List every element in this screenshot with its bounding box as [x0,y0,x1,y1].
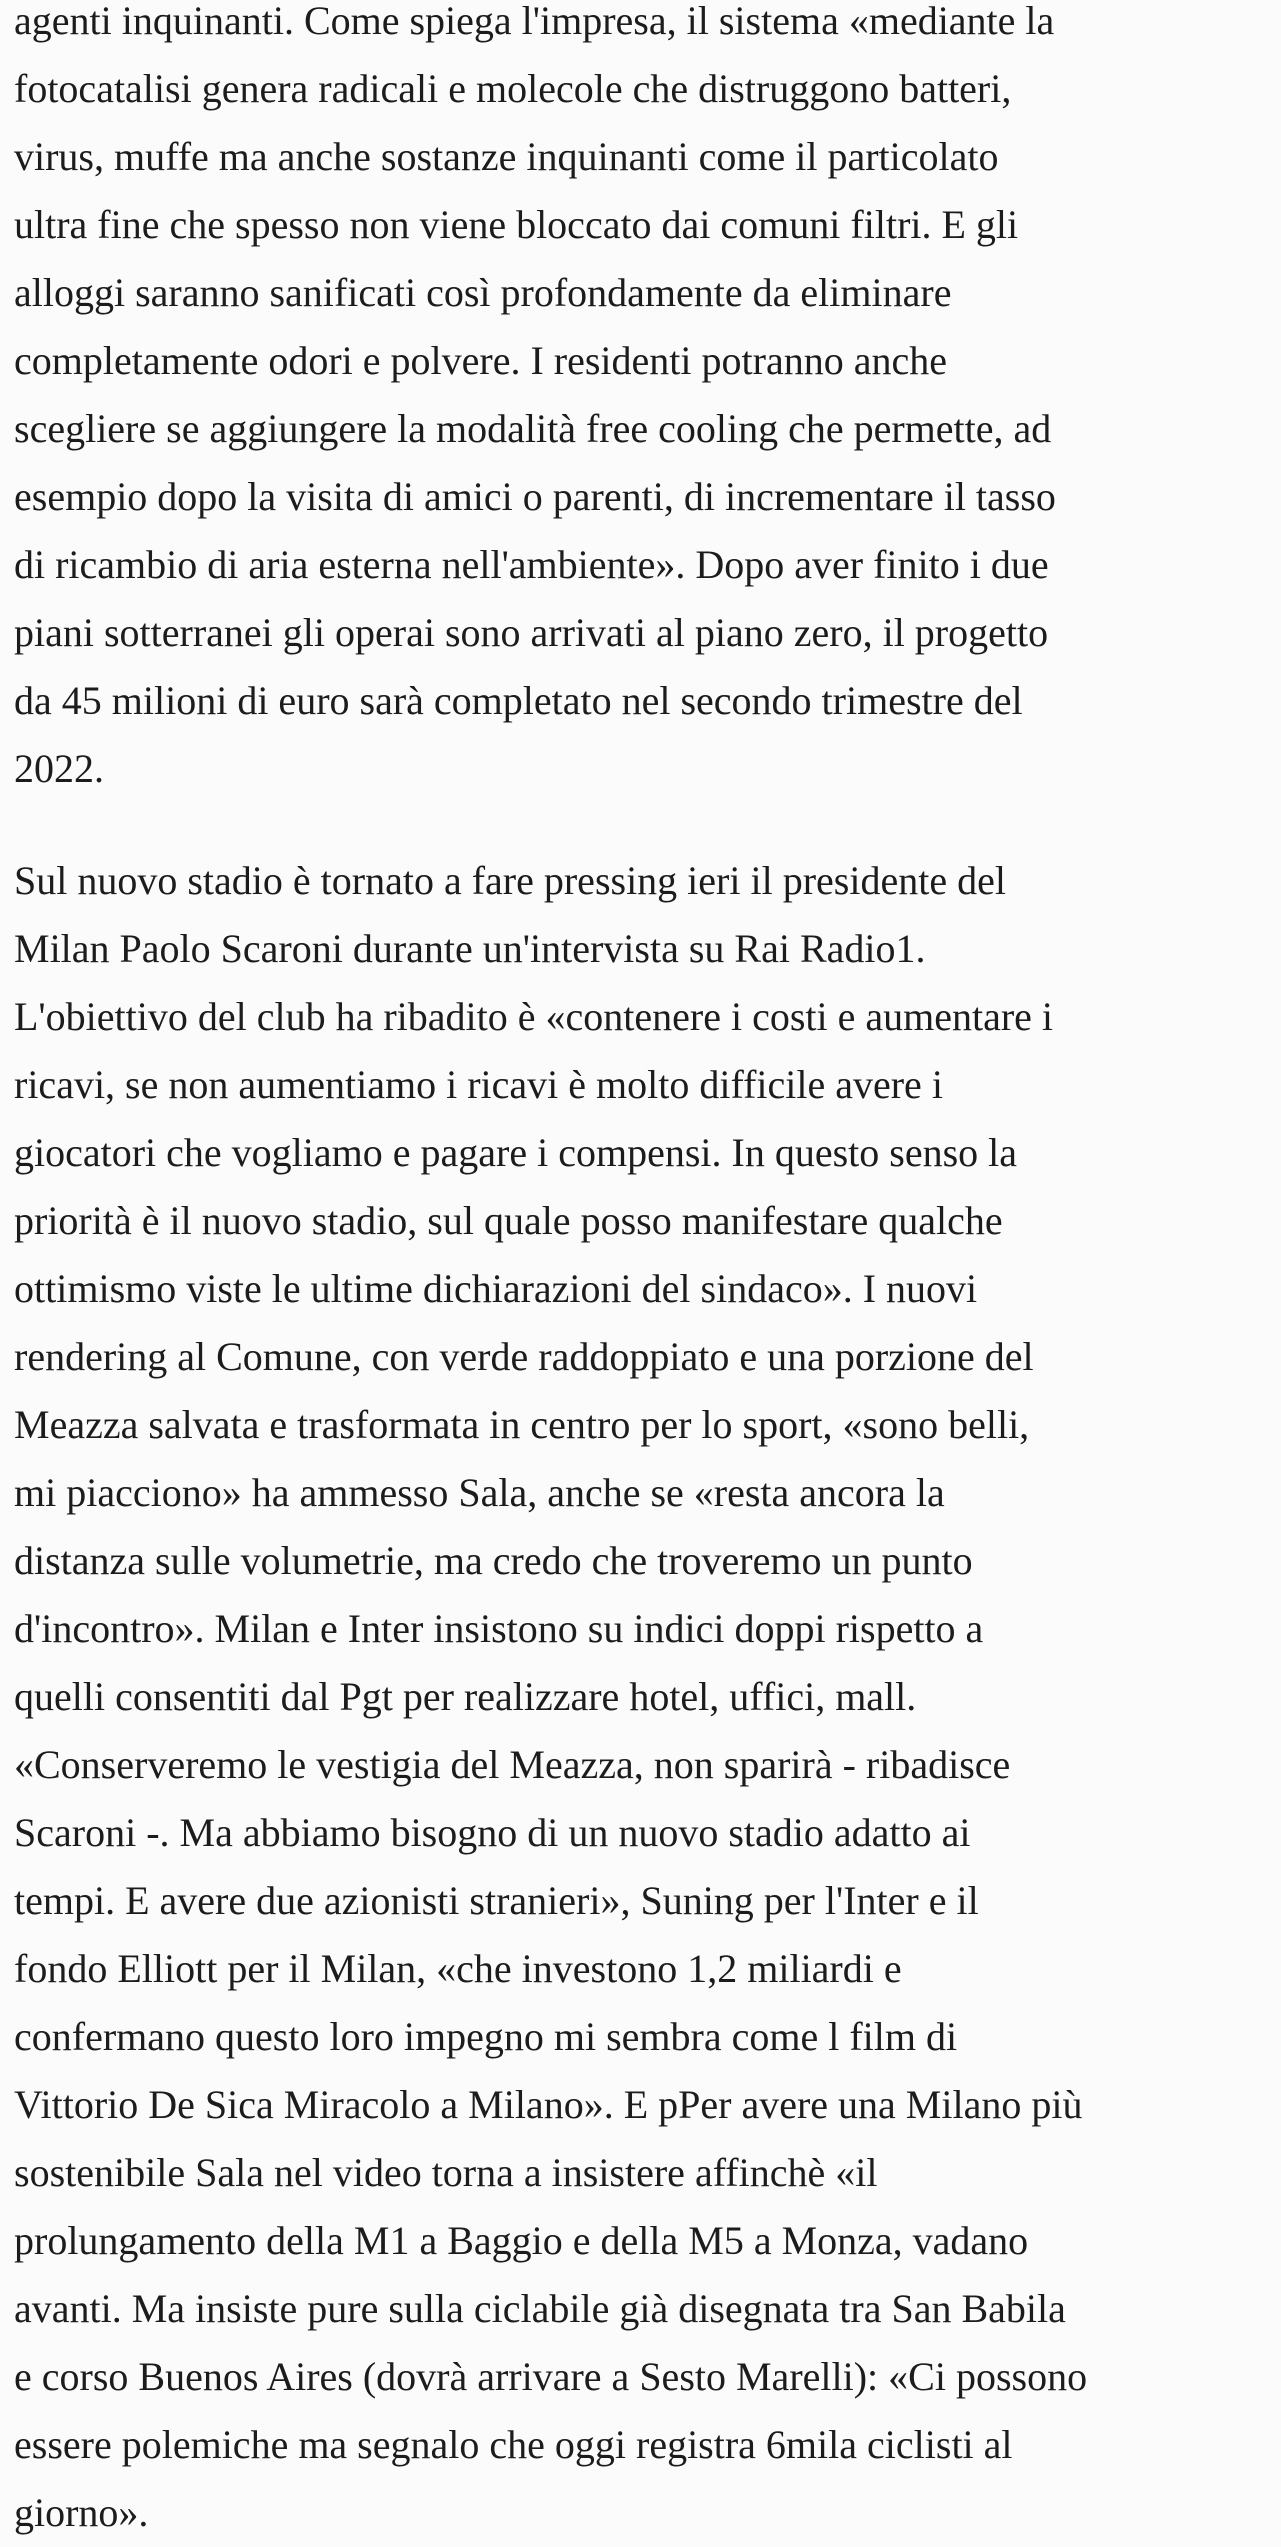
paragraph-line: distanza sulle volumetrie, ma credo che troveremo un punto [14,1538,973,1583]
paragraph-line: scegliere se aggiungere la modalità free cooling che permette, ad [14,406,1052,451]
paragraph-line: tempi. E avere due azionisti stranieri», Suning per l'Inter e il [14,1878,979,1923]
paragraph-line: essere polemiche ma segnalo che oggi registra 6mila ciclisti al [14,2422,1013,2467]
article-paragraph-stadium [14,847,1264,2547]
paragraph-line: L'obiettivo del club ha ribadito è «contenere i costi e aumentare i [14,994,1054,1039]
paragraph-line: fotocatalisi genera radicali e molecole che distruggono batteri, [14,66,1012,111]
paragraph-line: esempio dopo la visita di amici o parenti, di incrementare il tasso [14,474,1056,519]
paragraph-line: confermano questo loro impegno mi sembra come l film di [14,2014,958,2059]
article-body [14,0,1264,2547]
paragraph-line: «Conserveremo le vestigia del Meazza, non sparirà - ribadisce [14,1742,1011,1787]
paragraph-line: d'incontro». Milan e Inter insistono su indici doppi rispetto a [14,1606,984,1651]
paragraph-line: Scaroni -. Ma abbiamo bisogno di un nuovo stadio adatto ai [14,1810,971,1855]
paragraph-line: mi piacciono» ha ammesso Sala, anche se «resta ancora la [14,1470,945,1515]
paragraph-line: prolungamento della M1 a Baggio e della M5 a Monza, vadano [14,2218,1029,2263]
paragraph-line: sostenibile Sala nel video torna a insistere affinchè «il [14,2150,878,2195]
paragraph-line: ottimismo viste le ultime dichiarazioni del sindaco». I nuovi [14,1266,978,1311]
paragraph-line: di ricambio di aria esterna nell'ambiente». Dopo aver finito i due [14,542,1049,587]
paragraph-line: piani sotterranei gli operai sono arrivati al piano zero, il progetto [14,610,1049,655]
article-paragraph-ventilation [14,0,1264,803]
paragraph-line: Milan Paolo Scaroni durante un'intervista su Rai Radio1. [14,926,926,971]
paragraph-line: da 45 milioni di euro sarà completato nel secondo trimestre del [14,678,1023,723]
paragraph-line: completamente odori e polvere. I residenti potranno anche [14,338,947,383]
paragraph-line: virus, muffe ma anche sostanze inquinanti come il particolato [14,134,999,179]
paragraph-line: fondo Elliott per il Milan, «che investono 1,2 miliardi e [14,1946,902,1991]
paragraph-line: ultra fine che spesso non viene bloccato dai comuni filtri. E gli [14,202,1019,247]
paragraph-line: 2022. [14,746,104,791]
paragraph-line: ricavi, se non aumentiamo i ricavi è molto difficile avere i [14,1062,943,1107]
paragraph-line: Vittorio De Sica Miracolo a Milano». E pPer avere una Milano più [14,2082,1083,2127]
paragraph-line: avanti. Ma insiste pure sulla ciclabile già disegnata tra San Babila [14,2286,1066,2331]
paragraph-line: e corso Buenos Aires (dovrà arrivare a Sesto Marelli): «Ci possono [14,2354,1088,2399]
paragraph-line: agenti inquinanti. Come spiega l'impresa, il sistema «mediante la [14,0,1055,43]
paragraph-line: Sul nuovo stadio è tornato a fare pressing ieri il presidente del [14,858,1006,903]
paragraph-line: priorità è il nuovo stadio, sul quale posso manifestare qualche [14,1198,1003,1243]
paragraph-line: alloggi saranno sanificati così profondamente da eliminare [14,270,952,315]
paragraph-line: Meazza salvata e trasformata in centro per lo sport, «sono belli, [14,1402,1030,1447]
paragraph-line: giorno». [14,2490,149,2535]
paragraph-line: giocatori che vogliamo e pagare i compensi. In questo senso la [14,1130,1018,1175]
paragraph-line: rendering al Comune, con verde raddoppiato e una porzione del [14,1334,1034,1379]
paragraph-line: quelli consentiti dal Pgt per realizzare hotel, uffici, mall. [14,1674,917,1719]
